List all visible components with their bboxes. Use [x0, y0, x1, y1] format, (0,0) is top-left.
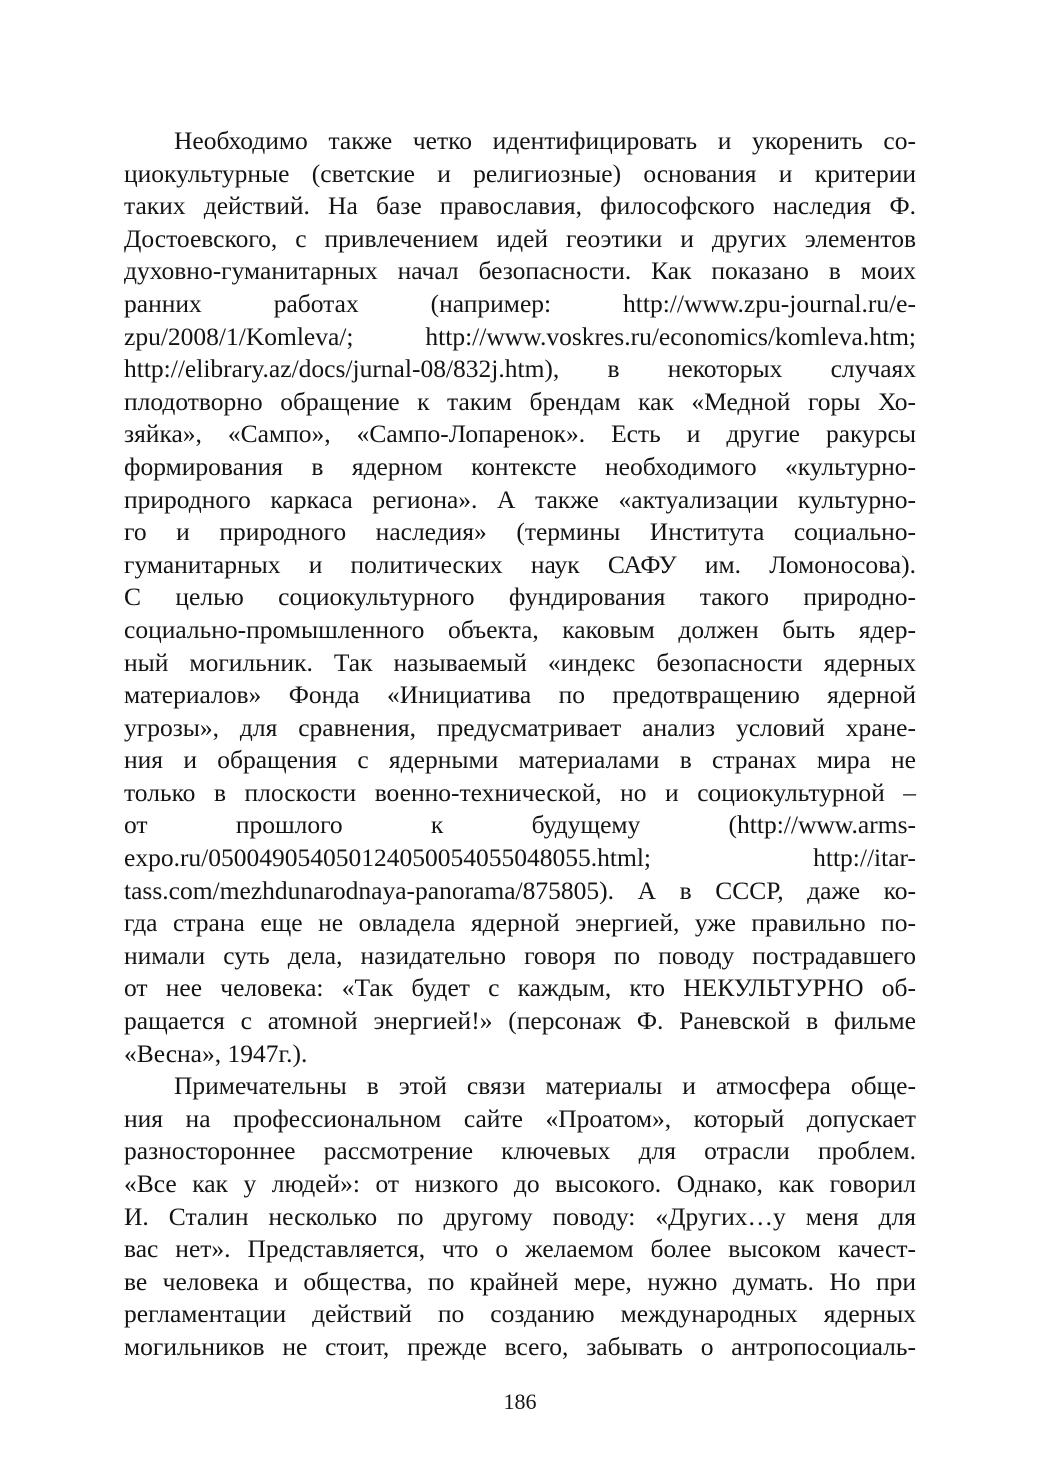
- text-line: ния и обращения с ядерными материалами в странах мира не: [124, 745, 916, 775]
- text-line: социально-промышленного объекта, каковым должен быть ядер-: [124, 614, 916, 644]
- text-line: могильников не стоит, прежде всего, забывать о антропосоциаль-: [124, 1331, 916, 1361]
- text-line: формирования в ядерном контексте необходимого «культурно-: [124, 451, 916, 481]
- text-line: материалов» Фонда «Инициатива по предотвращению ядерной: [124, 680, 916, 710]
- text-line: Достоевского, с привлечением идей геоэтики и других элементов: [124, 223, 916, 253]
- paragraph-1: [124, 125, 916, 1070]
- text-line: разностороннее рассмотрение ключевых для отрасли проблем.: [124, 1136, 916, 1166]
- text-line: tass.com/mezhdunarodnaya-panorama/875805). А в СССР, даже ко-: [124, 875, 916, 905]
- text-line: гуманитарных и политических наук САФУ им. Ломоносова).: [124, 549, 916, 579]
- text-line: Примечательны в этой связи материалы и атмосфера обще-: [174, 1071, 916, 1101]
- text-line: от нее человека: «Так будет с каждым, кто НЕКУЛЬТУРНО об-: [124, 973, 916, 1003]
- text-line: таких действий. На базе православия, философского наследия Ф.: [124, 191, 916, 221]
- text-line: гда страна еще не овладела ядерной энергией, уже правильно по-: [124, 908, 916, 938]
- text-line: expo.ru/050049054050124050054055048055.html; http://itar-: [124, 843, 916, 873]
- text-line: «Весна», 1947г.).: [124, 1038, 308, 1068]
- text-line: «Все как у людей»: от низкого до высокого. Однако, как говорил: [124, 1169, 916, 1198]
- text-line: ращается с атомной энергией!» (персонаж Ф. Раневской в фильме: [124, 1006, 916, 1036]
- text-line: вас нет». Представляется, что о желаемом более высоком качест-: [124, 1234, 916, 1264]
- page-body-text: [124, 125, 916, 1364]
- text-line: Необходимо также четко идентифицировать и укоренить со-: [174, 126, 916, 155]
- text-line: С целью социокультурного фундирования такого природно-: [124, 582, 916, 612]
- text-line: природного каркаса региона». А также «актуализации культурно-: [124, 484, 916, 514]
- paragraph-2: [124, 1070, 916, 1363]
- text-line: го и природного наследия» (термины Института социально-: [124, 517, 916, 547]
- text-line: http://elibrary.az/docs/jurnal-08/832j.htm), в некоторых случаях: [124, 354, 916, 384]
- text-line: zpu/2008/1/Komleva/; http://www.voskres.ru/economics/komleva.htm;: [124, 321, 916, 351]
- text-line: нимали суть дела, назидательно говоря по поводу пострадавшего: [124, 940, 916, 970]
- text-line: духовно-гуманитарных начал безопасности. Как показано в моих: [124, 256, 916, 286]
- text-line: от прошлого к будущему (http://www.arms-: [124, 810, 916, 840]
- text-line: циокультурные (светские и религиозные) основания и критерии: [124, 158, 916, 188]
- text-line: угрозы», для сравнения, предусматривает анализ условий хране-: [124, 712, 916, 742]
- text-line: зяйка», «Сампо», «Сампо-Лопаренок». Есть и другие ракурсы: [124, 419, 916, 449]
- text-line: ве человека и общества, по крайней мере, нужно думать. Но при: [124, 1266, 916, 1296]
- text-line: И. Сталин несколько по другому поводу: «Других…у меня для: [124, 1201, 916, 1231]
- text-line: регламентации действий по созданию международных ядерных: [124, 1299, 916, 1329]
- text-line: ный могильник. Так называемый «индекс безопасности ядерных: [124, 647, 916, 677]
- text-line: плодотворно обращение к таким брендам как «Медной горы Хо-: [124, 386, 916, 416]
- text-line: ранних работах (например: http://www.zpu-journal.ru/e-: [124, 288, 916, 318]
- text-line: ния на профессиональном сайте «Проатом», который допускает: [124, 1103, 916, 1133]
- page-number: 186: [503, 1389, 537, 1414]
- text-line: только в плоскости военно-технической, но и социокультурной –: [124, 777, 916, 807]
